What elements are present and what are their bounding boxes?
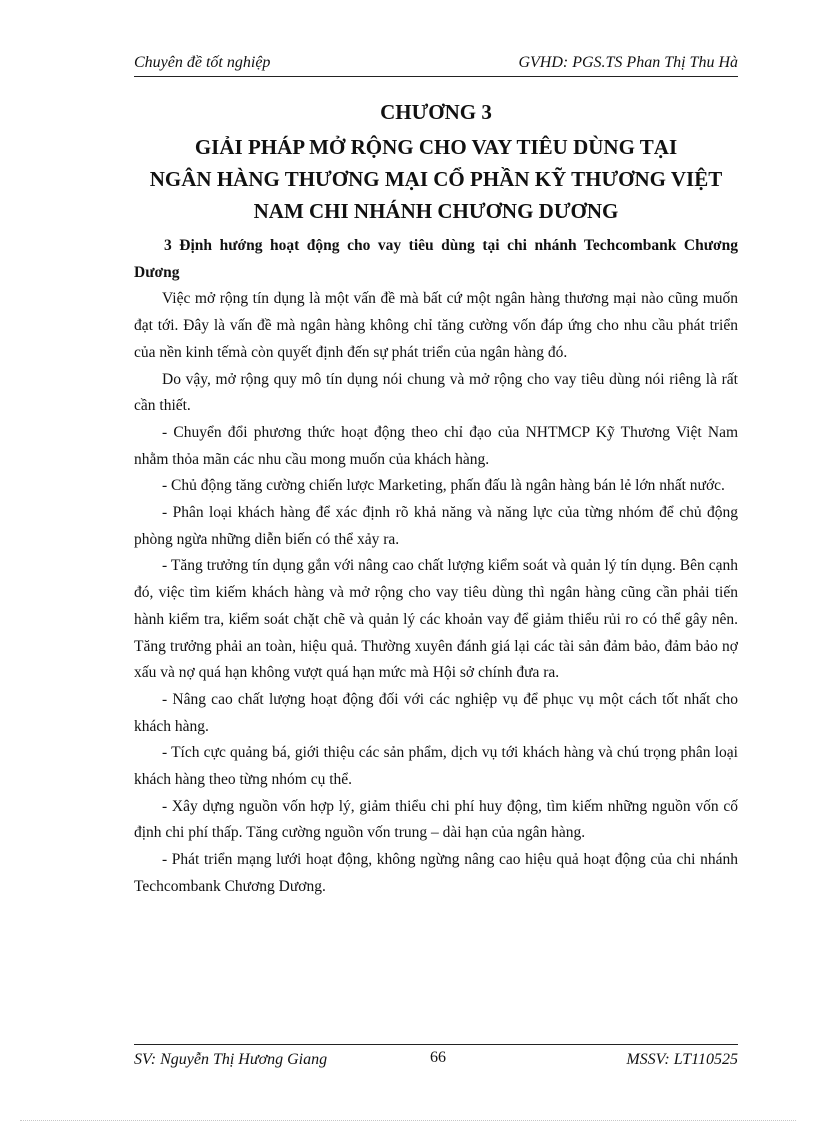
- document-body: [134, 233, 738, 901]
- chapter-title: [134, 96, 738, 227]
- bullet-paragraph: - Tích cực quảng bá, giới thiệu các sản phẩm, dịch vụ tới khách hàng và chú trọng phân loại khách hàng theo từng nhóm cụ thể.: [134, 744, 738, 789]
- header-supervisor: GVHD: PGS.TS Phan Thị Thu Hà: [518, 54, 738, 71]
- bullet-paragraph: - Xây dựng nguồn vốn hợp lý, giảm thiểu chi phí huy động, tìm kiếm những nguồn vốn cố định chi phí thấp. Tăng cường nguồn vốn trung – dài hạn của ngân hàng.: [134, 797, 738, 842]
- page-footer: [134, 1044, 738, 1073]
- bullet-paragraph: - Chuyển đổi phương thức hoạt động theo chỉ đạo của NHTMCP Kỹ Thương Việt Nam nhằm thỏa mãn các nhu cầu mong muốn của khách hàng.: [134, 423, 738, 468]
- page-bottom-divider: [20, 1120, 796, 1121]
- bullet-paragraph: - Phát triển mạng lưới hoạt động, không ngừng nâng cao hiệu quả hoạt động của chi nhánh Techcombank Chương Dương.: [134, 851, 738, 895]
- paragraph: Việc mở rộng tín dụng là một vấn đề mà bất cứ một ngân hàng thương mại nào cũng muốn đạt tới. Đây là vấn đề mà ngân hàng không chỉ tăng cường vốn đáp ứng cho nhu cầu phát triển của nền kinh tếmà còn quyết định đến sự phát triển của ngân hàng đó.: [134, 290, 738, 361]
- footer-student-id: MSSV: LT110525: [626, 1051, 738, 1068]
- chapter-title-line: NAM CHI NHÁNH CHƯƠNG DƯƠNG: [253, 199, 619, 223]
- chapter-title-line: NGÂN HÀNG THƯƠNG MẠI CỔ PHẦN KỸ THƯƠNG VIỆT: [149, 167, 723, 191]
- bullet-paragraph: - Phân loại khách hàng để xác định rõ khả năng và năng lực của từng nhóm để chủ động phòng ngừa những diễn biến có thể xảy ra.: [134, 504, 738, 548]
- bullet-paragraph: - Nâng cao chất lượng hoạt động đối với các nghiệp vụ để phục vụ một cách tốt nhất cho khách hàng.: [134, 690, 738, 735]
- bullet-paragraph: - Chủ động tăng cường chiến lược Marketing, phấn đấu là ngân hàng bán lẻ lớn nhất nước.: [162, 477, 725, 495]
- chapter-number: CHƯƠNG 3: [380, 100, 492, 124]
- bullet-paragraph: - Tăng trưởng tín dụng gắn với nâng cao chất lượng kiểm soát và quản lý tín dụng. Bên cạnh đó, việc tìm kiếm khách hàng và mở rộng cho vay tiêu dùng thì ngân hàng cũng cần phải tiến hành kiểm tra, kiểm soát chặt chẽ và quản lý các khoản vay để giảm thiểu rủi ro có thể gây nên. Tăng trưởng phải an toàn, hiệu quả. Thường xuyên đánh giá lại các tài sản đảm bảo, đảm bảo nợ xấu và nợ quá hạn không vượt quá hạn mức mà Hội sở chính đưa ra.: [134, 557, 738, 682]
- header-course-title: Chuyên đề tốt nghiệp: [134, 54, 271, 71]
- footer-student-name: SV: Nguyễn Thị Hương Giang: [134, 1051, 328, 1068]
- paragraph: Do vậy, mở rộng quy mô tín dụng nói chung và mở rộng cho vay tiêu dùng nói riêng là rất cần thiết.: [134, 370, 738, 415]
- chapter-title-line: GIẢI PHÁP MỞ RỘNG CHO VAY TIÊU DÙNG TẠI: [194, 135, 678, 159]
- page-header: [134, 52, 738, 77]
- section-heading: 3 Định hướng hoạt động cho vay tiêu dùng tại chi nhánh Techcombank Chương Dương: [134, 237, 738, 281]
- page-number: 66: [430, 1049, 446, 1066]
